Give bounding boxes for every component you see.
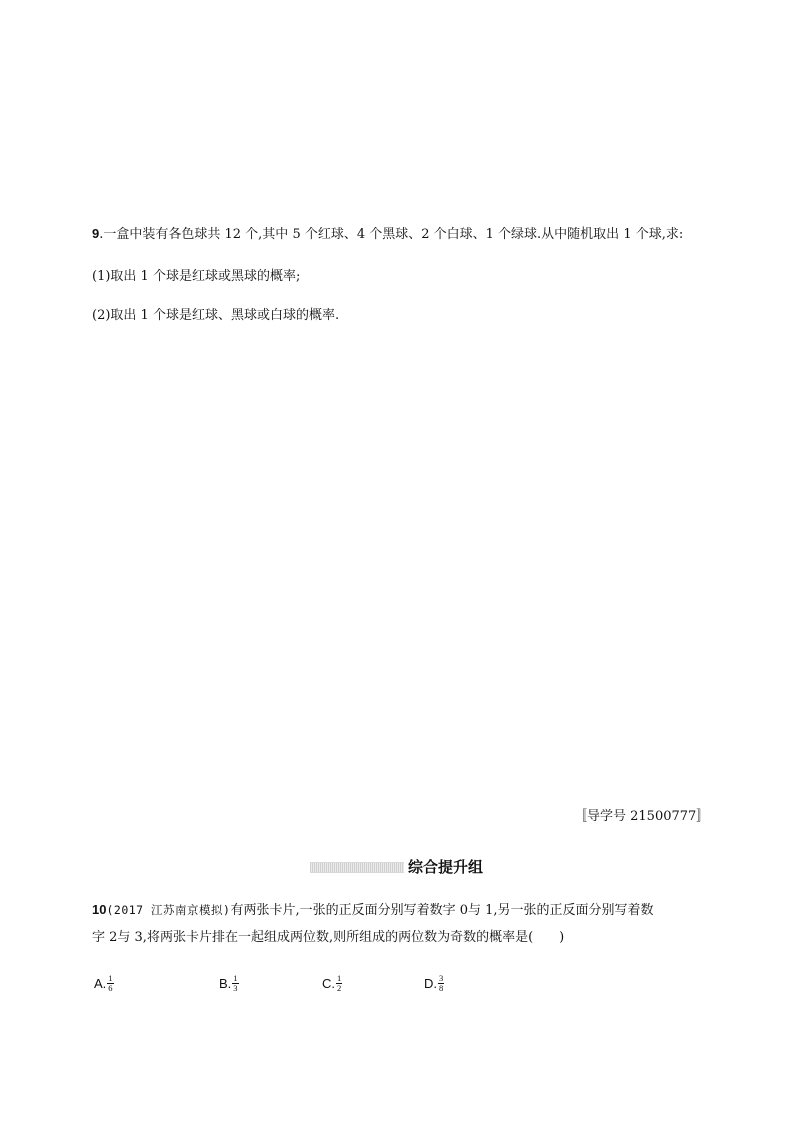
option-a-denominator: 6 — [108, 983, 113, 993]
option-b-fraction — [232, 974, 238, 993]
question-10-stem-line-2: 字 2与 3,将两张卡片排在一起组成两位数,则所组成的两位数为奇数的概率是( ) — [92, 930, 565, 945]
question-9-part-2: (2)取出 1 个球是红球、黑球或白球的概率. — [92, 308, 340, 323]
option-d — [424, 974, 444, 993]
section-header — [310, 856, 483, 878]
option-b-label: B. — [219, 976, 232, 991]
section-header-decoration — [310, 862, 404, 873]
option-d-numerator: 3 — [439, 973, 444, 983]
option-a — [94, 974, 114, 993]
question-10-text-line-1: 有两张卡片,一张的正反面分别写着数字 0与 1,另一张的正反面分别写着数 — [230, 903, 654, 918]
option-b-numerator: 1 — [233, 973, 238, 983]
question-9-text: .一盒中装有各色球共 12 个,其中 5 个红球、4 个黑球、2 个白球、1 个绿球.从中随机取出 1 个球,求: — [99, 227, 684, 242]
option-c-denominator: 2 — [337, 983, 342, 993]
option-b — [219, 974, 239, 993]
option-d-denominator: 8 — [439, 983, 444, 993]
option-c-fraction — [336, 974, 342, 993]
question-9-part-1: (1)取出 1 个球是红球或黑球的概率; — [92, 269, 301, 284]
option-a-fraction — [107, 974, 113, 993]
guide-number: 〚导学号 21500777〛 — [574, 809, 710, 824]
option-a-label: A. — [94, 976, 107, 991]
section-title: 综合提升组 — [408, 858, 484, 876]
option-c-label: C. — [322, 976, 335, 991]
question-10-stem-line-1 — [92, 901, 654, 920]
option-c-numerator: 1 — [337, 973, 342, 983]
question-9-stem — [92, 225, 683, 244]
question-9-number: 9 — [92, 226, 100, 241]
option-c — [322, 974, 342, 993]
question-10-source: (2017 江苏南京模拟) — [106, 903, 231, 917]
option-d-label: D. — [424, 976, 437, 991]
option-d-fraction — [438, 974, 444, 993]
question-10-number: 10 — [92, 902, 107, 917]
option-a-numerator: 1 — [108, 973, 113, 983]
option-b-denominator: 3 — [233, 983, 238, 993]
